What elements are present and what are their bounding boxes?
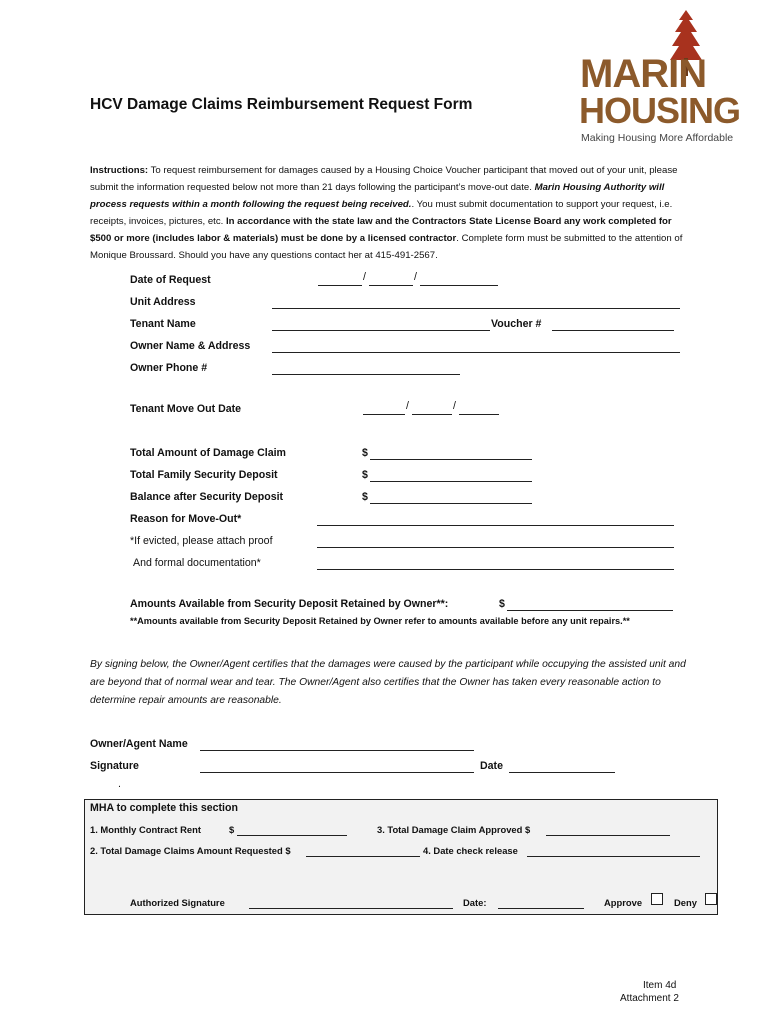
total-damage-label: Total Amount of Damage Claim bbox=[130, 447, 286, 459]
total-deposit-field[interactable] bbox=[370, 470, 532, 482]
slash: / bbox=[414, 271, 417, 283]
reason-field-1[interactable] bbox=[317, 514, 674, 526]
dollar-sign: $ bbox=[229, 824, 235, 835]
total-requested-field[interactable] bbox=[306, 845, 420, 857]
balance-after-field[interactable] bbox=[370, 492, 532, 504]
approve-checkbox[interactable] bbox=[651, 893, 663, 905]
slash: / bbox=[453, 400, 456, 412]
reason-field-2[interactable] bbox=[317, 536, 674, 548]
formal-doc-note: And formal documentation* bbox=[133, 557, 261, 569]
dollar-sign: $ bbox=[362, 447, 368, 459]
date-of-request-month[interactable] bbox=[318, 274, 362, 286]
signature-date-field[interactable] bbox=[509, 761, 615, 773]
signature-label: Signature bbox=[90, 760, 139, 772]
logo-marin: MARIN bbox=[580, 52, 707, 96]
deny-label: Deny bbox=[674, 897, 697, 908]
instructions-text-2: Marin Housing Authority will process requests within a month following the request being received. bbox=[90, 182, 665, 210]
unit-address-label: Unit Address bbox=[130, 296, 196, 308]
dollar-sign: $ bbox=[362, 469, 368, 481]
slash: / bbox=[363, 271, 366, 283]
date-of-request-day[interactable] bbox=[369, 274, 413, 286]
instructions-text-4: In accordance with the state law and the Contractors State License Board any work completed for $500 or more (includes labor & materials) must be done by a licensed contractor bbox=[90, 216, 672, 244]
footer-item: Item 4d bbox=[643, 980, 677, 991]
dot: . bbox=[118, 778, 121, 790]
monthly-rent-label: 1. Monthly Contract Rent bbox=[90, 824, 201, 835]
move-out-month[interactable] bbox=[363, 403, 405, 415]
move-out-day[interactable] bbox=[412, 403, 452, 415]
unit-address-field[interactable] bbox=[272, 297, 680, 309]
voucher-field[interactable] bbox=[552, 319, 674, 331]
total-approved-field[interactable] bbox=[546, 824, 670, 836]
date-of-request-label: Date of Request bbox=[130, 274, 211, 286]
owner-agent-name-field[interactable] bbox=[200, 739, 474, 751]
total-requested-label: 2. Total Damage Claims Amount Requested $ bbox=[90, 845, 291, 856]
tenant-name-label: Tenant Name bbox=[130, 318, 196, 330]
instructions-label: Instructions: bbox=[90, 165, 149, 176]
footnote: **Amounts available from Security Deposit Retained by Owner refer to amounts available before any unit repairs.** bbox=[130, 616, 630, 626]
page-title: HCV Damage Claims Reimbursement Request Form bbox=[90, 96, 473, 113]
instructions-text-3: . You must submit documentation to support your request, i.e. receipts, invoices, pictures, etc. bbox=[90, 199, 673, 227]
reason-field-3[interactable] bbox=[317, 558, 674, 570]
logo-tagline: Making Housing More Affordable bbox=[581, 132, 734, 144]
tenant-move-out-label: Tenant Move Out Date bbox=[130, 403, 242, 415]
amounts-available-label: Amounts Available from Security Deposit Retained by Owner**: bbox=[130, 598, 449, 610]
instructions-text-5: . Complete form must be submitted to the attention of Monique Broussard. Should you have any questions contact her at 415-491-2567. bbox=[90, 233, 683, 261]
owner-agent-name-label: Owner/Agent Name bbox=[90, 738, 188, 750]
dollar-sign: $ bbox=[362, 491, 368, 503]
tenant-name-field[interactable] bbox=[272, 319, 490, 331]
mha-date-field[interactable] bbox=[498, 897, 584, 909]
signature-date-label: Date bbox=[480, 760, 503, 772]
owner-phone-label: Owner Phone # bbox=[130, 362, 208, 374]
mha-heading: MHA to complete this section bbox=[90, 802, 238, 814]
certification-text: By signing below, the Owner/Agent certifies that the damages were caused by the participant while occupying the assisted unit and are beyond that of normal wear and tear. The Owner/Agent also certifies that the Owner has taken every reasonable action to determine repair amounts are reasonable. bbox=[90, 659, 686, 706]
owner-name-address-label: Owner Name & Address bbox=[130, 340, 251, 352]
if-evicted-note: *If evicted, please attach proof bbox=[130, 535, 273, 547]
owner-phone-field[interactable] bbox=[272, 363, 460, 375]
approve-label: Approve bbox=[604, 897, 643, 908]
dollar-sign: $ bbox=[499, 598, 505, 610]
voucher-label: Voucher # bbox=[491, 318, 542, 330]
date-of-request-year[interactable] bbox=[420, 274, 498, 286]
balance-after-label: Balance after Security Deposit bbox=[130, 491, 284, 503]
slash: / bbox=[406, 400, 409, 412]
total-damage-field[interactable] bbox=[370, 448, 532, 460]
instructions-text-1: To request reimbursement for damages caused by a Housing Choice Voucher participant that moved out of your unit, please submit the information requested below not more than 21 days following the participant’s move-out date. bbox=[90, 165, 678, 193]
authorized-signature-field[interactable] bbox=[249, 897, 453, 909]
owner-name-address-field[interactable] bbox=[272, 341, 680, 353]
move-out-year[interactable] bbox=[459, 403, 499, 415]
deny-checkbox[interactable] bbox=[705, 893, 717, 905]
instructions bbox=[90, 162, 690, 264]
date-check-label: 4. Date check release bbox=[423, 845, 518, 856]
logo-housing: HOUSING bbox=[579, 90, 741, 131]
total-approved-label: 3. Total Damage Claim Approved $ bbox=[377, 824, 531, 835]
mha-date-label: Date: bbox=[463, 897, 487, 908]
amounts-available-field[interactable] bbox=[507, 599, 673, 611]
footer-attachment: Attachment 2 bbox=[620, 993, 679, 1004]
date-check-field[interactable] bbox=[527, 845, 700, 857]
reason-label: Reason for Move-Out* bbox=[130, 513, 242, 525]
signature-field[interactable] bbox=[200, 761, 474, 773]
monthly-rent-field[interactable] bbox=[237, 824, 347, 836]
total-deposit-label: Total Family Security Deposit bbox=[130, 469, 278, 481]
authorized-signature-label: Authorized Signature bbox=[130, 897, 225, 908]
